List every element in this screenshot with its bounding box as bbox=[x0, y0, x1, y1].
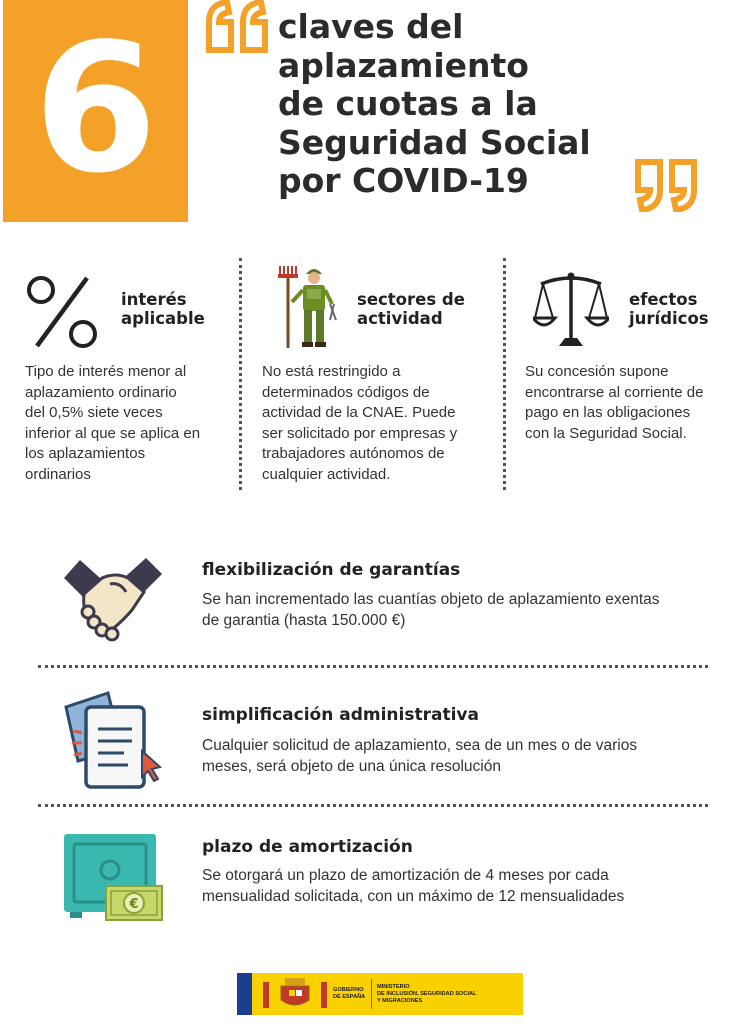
column-sectores bbox=[262, 262, 497, 492]
feature-title: simplificación administrativa bbox=[202, 705, 479, 725]
svg-text:€: € bbox=[129, 897, 139, 912]
feature-text: Se otorgará un plazo de amortización de 4 meses por cada mensualidad solicitada, con un máximo de 12 mensualidades bbox=[202, 867, 625, 905]
column-text: Su concesión supone encontrarse al corriente de pago en las obligaciones con la Seguridad Social. bbox=[525, 363, 704, 442]
column-heading: interés aplicable bbox=[121, 290, 205, 328]
document-icon bbox=[62, 689, 166, 793]
close-quote-icon bbox=[628, 150, 698, 212]
section-divider bbox=[38, 804, 708, 807]
title-line: aplazamiento bbox=[278, 45, 529, 85]
section-divider bbox=[38, 665, 708, 668]
title-line: de cuotas a la bbox=[278, 84, 538, 123]
column-divider bbox=[239, 258, 242, 490]
big-number: 6 bbox=[33, 5, 158, 212]
feature-text: Se han incrementado las cuantías objeto de aplazamiento exentas de garantia (hasta 150.000 €) bbox=[202, 591, 660, 629]
column-text: Tipo de interés menor al aplazamiento ordinario del 0,5% siete veces inferior al que se aplica en los aplazamientos ordinarios bbox=[25, 363, 201, 483]
percent-icon bbox=[25, 272, 101, 352]
feature-amortizacion bbox=[0, 820, 746, 925]
column-text: No está restringido a determinados códigos de actividad de la CNAE. Puede ser solicitado por empresas y trabajadores autónomos de cualquier actividad. bbox=[262, 363, 458, 483]
feature-title: plazo de amortización bbox=[202, 837, 413, 857]
logo-divider bbox=[371, 979, 372, 1009]
column-interes bbox=[25, 262, 233, 492]
feature-title: flexibilización de garantías bbox=[202, 560, 461, 580]
coat-of-arms-icon bbox=[259, 976, 331, 1012]
gobierno-label: GOBIERNO DE ESPAÑA bbox=[333, 987, 366, 1000]
column-heading: efectos jurídicos bbox=[629, 290, 709, 328]
column-efectos bbox=[525, 262, 740, 492]
ministerio-label: MINISTERIO DE INCLUSIÓN, SEGURIDAD SOCIAL Y MIGRACIONES bbox=[377, 984, 477, 1004]
page-title bbox=[278, 8, 648, 201]
open-quote-icon bbox=[205, 0, 275, 60]
feature-text: Cualquier solicitud de aplazamiento, sea de un mes o de varios meses, será objeto de una única resolución bbox=[202, 737, 638, 775]
handshake-icon bbox=[62, 548, 164, 644]
column-divider bbox=[503, 258, 506, 490]
feature-simplificacion bbox=[0, 685, 746, 800]
safe-money-icon bbox=[60, 830, 166, 926]
worker-icon bbox=[274, 262, 340, 350]
title-line: por COVID-19 bbox=[278, 161, 529, 200]
feature-garantias bbox=[0, 540, 746, 650]
title-line: claves del bbox=[278, 7, 464, 46]
column-heading: sectores de actividad bbox=[357, 290, 465, 328]
scales-icon bbox=[533, 270, 609, 348]
title-line: Seguridad Social bbox=[278, 122, 591, 162]
eu-flag-icon bbox=[237, 973, 252, 1015]
number-badge bbox=[3, 0, 188, 222]
government-logo bbox=[237, 973, 523, 1015]
